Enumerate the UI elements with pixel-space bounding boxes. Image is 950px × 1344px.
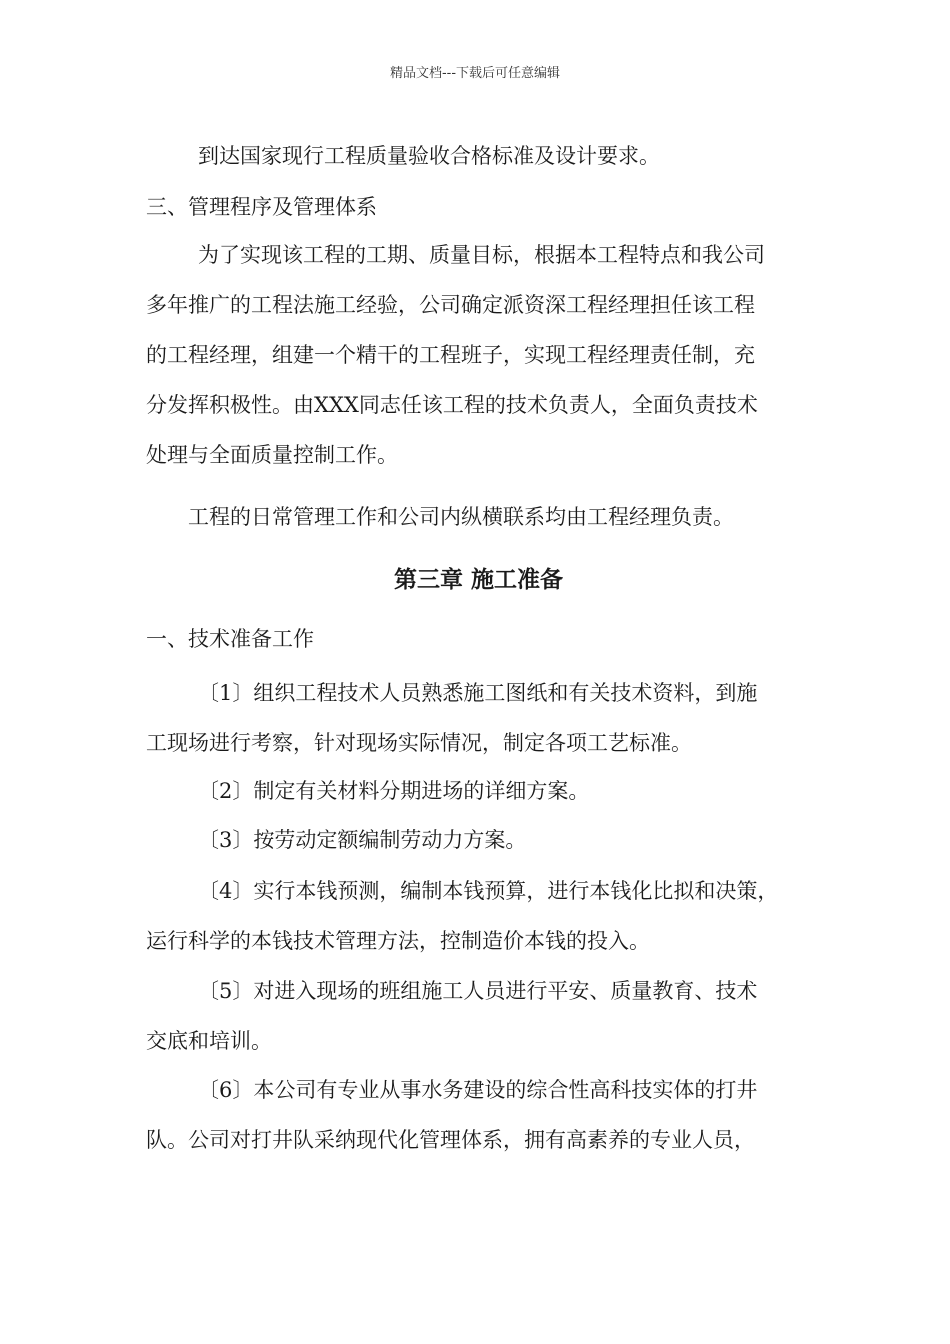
list-item-line: 〔2〕制定有关材料分期进场的详细方案。 [198,779,590,803]
list-item-line: 工现场进行考察，针对现场实际情况，制定各项工艺标准。 [146,731,692,755]
paragraph-line: 处理与全面质量控制工作。 [146,443,398,467]
page-header: 精品文档---下载后可任意编辑 [389,66,561,81]
paragraph-line: 工程的日常管理工作和公司内纵横联系均由工程经理负责。 [188,505,734,529]
section-heading: 三、管理程序及管理体系 [146,195,377,219]
list-item-line: 〔4〕实行本钱预测，编制本钱预算，进行本钱化比拟和决策， [198,879,779,903]
paragraph-line: 多年推广的工程法施工经验，公司确定派资深工程经理担任该工程 [146,293,755,317]
section-heading: 一、技术准备工作 [146,627,314,651]
list-item-line: 交底和培训。 [146,1029,272,1053]
list-item-line: 运行科学的本钱技术管理方法，控制造价本钱的投入。 [146,929,650,953]
list-item-line: 〔6〕本公司有专业从事水务建设的综合性高科技实体的打井 [198,1078,758,1102]
list-item-line: 〔3〕按劳动定额编制劳动力方案。 [198,828,527,852]
list-item-line: 〔1〕组织工程技术人员熟悉施工图纸和有关技术资料，到施 [198,681,758,705]
paragraph-line: 为了实现该工程的工期、质量目标，根据本工程特点和我公司 [198,243,765,267]
paragraph-line: 到达国家现行工程质量验收合格标准及设计要求。 [198,144,660,168]
paragraph-line: 的工程经理，组建一个精干的工程班子，实现工程经理责任制，充 [146,343,755,367]
list-item-line: 〔5〕对进入现场的班组施工人员进行平安、质量教育、技术 [198,979,758,1003]
list-item-line: 队。公司对打井队采纳现代化管理体系，拥有高素养的专业人员， [146,1128,755,1152]
chapter-title: 第三章 施工准备 [393,567,563,593]
paragraph-line: 分发挥积极性。由XXX同志任该工程的技术负责人，全面负责技术 [146,393,758,417]
